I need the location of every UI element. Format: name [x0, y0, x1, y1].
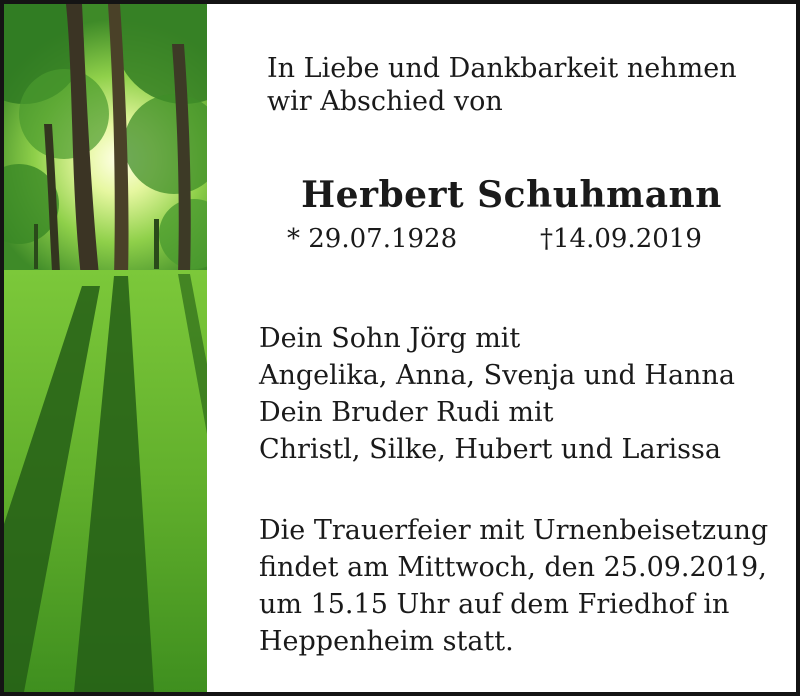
- service-line: um 15.15 Uhr auf dem Friedhof in: [259, 589, 730, 620]
- service-line: Die Trauerfeier mit Urnenbeisetzung: [259, 515, 769, 546]
- birth-date: * 29.07.1928: [287, 224, 458, 254]
- service-line: findet am Mittwoch, den 25.09.2019,: [259, 552, 767, 583]
- intro-line: In Liebe und Dankbarkeit nehmen: [267, 53, 737, 84]
- intro-text: [267, 52, 737, 118]
- mourner-line: Christl, Silke, Hubert und Larissa: [259, 434, 721, 465]
- mourner-line: Dein Sohn Jörg mit: [259, 323, 521, 354]
- deceased-name: Herbert Schuhmann: [301, 174, 722, 216]
- funeral-service-info: [259, 512, 768, 660]
- mourner-line: Dein Bruder Rudi mit: [259, 397, 554, 428]
- mourner-line: Angelika, Anna, Svenja und Hanna: [259, 360, 735, 391]
- intro-line: wir Abschied von: [267, 86, 503, 117]
- service-line: Heppenheim statt.: [259, 626, 514, 657]
- death-date: †14.09.2019: [540, 224, 702, 254]
- mourners-list: [259, 320, 735, 468]
- notice-text: [207, 4, 796, 692]
- park-trees-sunlight-photo: [4, 4, 207, 692]
